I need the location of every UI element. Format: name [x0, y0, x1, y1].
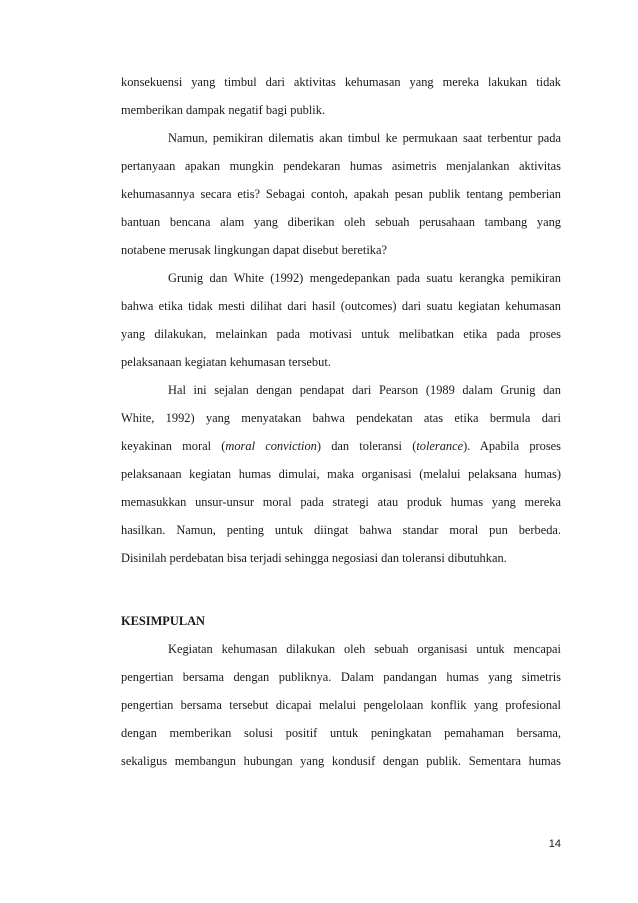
italic-term: moral conviction: [225, 439, 317, 453]
text-segment: keyakinan moral (: [121, 439, 226, 453]
text-line: bantuan bencana alam yang diberikan oleh sebuah perusahaan tambang yang: [121, 215, 561, 229]
text-line: Disinilah perdebatan bisa terjadi sehingga negosiasi dan toleransi dibutuhkan.: [121, 551, 507, 565]
text-line: kehumasannya secara etis? Sebagai contoh, apakah pesan publik tentang pemberian: [121, 187, 561, 201]
section-heading: KESIMPULAN: [121, 614, 205, 628]
text-segment: ) dan toleransi (: [316, 439, 417, 453]
text-line: pelaksanaan kegiatan kehumasan tersebut.: [121, 355, 331, 369]
page-number: 14: [548, 838, 561, 850]
text-line: Kegiatan kehumasan dilakukan oleh sebuah organisasi untuk mencapai: [168, 642, 561, 656]
text-line: dengan memberikan solusi positif untuk peningkatan pemahaman bersama,: [121, 726, 561, 740]
text-line: konsekuensi yang timbul dari aktivitas kehumasan yang mereka lakukan tidak: [121, 75, 561, 89]
text-segment: ). Apabila proses: [463, 439, 561, 453]
text-line: White, 1992) yang menyatakan bahwa pendekatan atas etika bermula dari: [121, 411, 561, 425]
text-line: notabene merusak lingkungan dapat disebut beretika?: [121, 243, 387, 257]
text-line: memberikan dampak negatif bagi publik.: [121, 103, 326, 117]
text-line: memasukkan unsur-unsur moral pada strategi atau produk humas yang mereka: [121, 495, 561, 509]
italic-term: tolerance: [416, 439, 464, 453]
text-line: sekaligus membangun hubungan yang kondusif dengan publik. Sementara humas: [121, 754, 561, 768]
text-line: Namun, pemikiran dilematis akan timbul ke permukaan saat terbentur pada: [168, 131, 561, 145]
text-line: pelaksanaan kegiatan humas dimulai, maka organisasi (melalui pelaksana humas): [121, 467, 561, 481]
text-line: pertanyaan apakan mungkin pendekaran humas asimetris menjalankan aktivitas: [121, 159, 561, 173]
text-line: bahwa etika tidak mesti dilihat dari hasil (outcomes) dari suatu kegiatan kehumasan: [121, 299, 561, 313]
text-line: Hal ini sejalan dengan pendapat dari Pearson (1989 dalam Grunig dan: [168, 383, 561, 397]
text-line: [121, 439, 561, 453]
text-line: pengertian bersama dengan publiknya. Dalam pandangan humas yang simetris: [121, 670, 561, 684]
text-line: yang dilakukan, melainkan pada motivasi untuk melibatkan etika pada proses: [121, 327, 561, 341]
text-line: Grunig dan White (1992) mengedepankan pada suatu kerangka pemikiran: [168, 271, 561, 285]
text-line: hasilkan. Namun, penting untuk diingat bahwa standar moral pun berbeda.: [121, 523, 561, 537]
text-line: pengertian bersama tersebut dicapai melalui pengelolaan konflik yang profesional: [121, 698, 561, 712]
